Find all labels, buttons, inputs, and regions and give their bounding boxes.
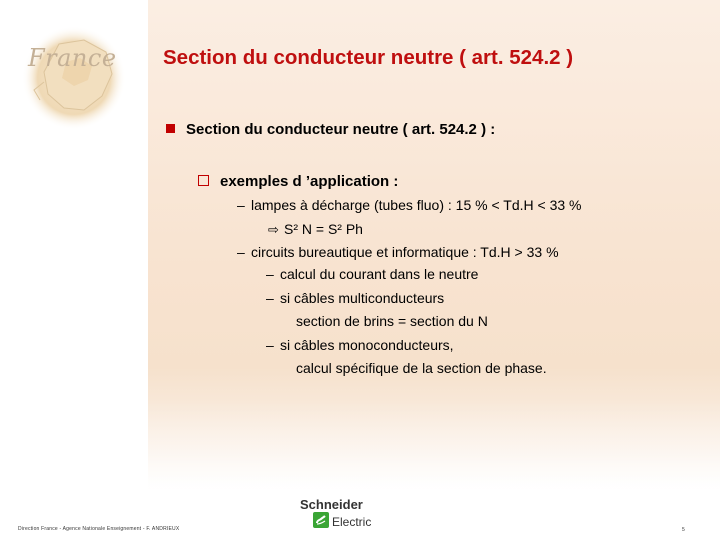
dash-marker: –: [237, 197, 245, 213]
item-text: S² N = S² Ph: [284, 221, 363, 237]
item-text: lampes à décharge (tubes fluo) : 15 % < Td.H < 33 %: [251, 197, 582, 213]
list-item: [268, 221, 363, 238]
bullet-level2-text: exemples d ’application :: [220, 173, 399, 190]
dash-marker: –: [266, 266, 274, 282]
footer-text: Direction France - Agence Nationale Enseignement - F. ANDRIEUX: [18, 526, 180, 532]
france-logo-text: France: [28, 44, 117, 72]
page-number: 5: [682, 527, 685, 533]
list-item: [266, 290, 444, 306]
dash-marker: –: [237, 244, 245, 260]
square-bullet-icon: [166, 124, 175, 133]
item-text: si câbles multiconducteurs: [280, 290, 445, 306]
item-text: section de brins = section du N: [296, 313, 488, 329]
list-item: [266, 337, 454, 353]
list-item: [296, 313, 488, 329]
bullet-level1-text: Section du conducteur neutre ( art. 524.2 ) :: [186, 121, 496, 138]
item-text: calcul spécifique de la section de phase.: [296, 360, 547, 376]
france-map-logo-icon: [14, 22, 134, 132]
slide-title: Section du conducteur neutre ( art. 524.2 ): [163, 46, 574, 69]
arrow-right-icon: ⇨: [268, 222, 279, 237]
item-text: circuits bureautique et informatique : Td.H > 33 %: [251, 244, 559, 260]
brand-subname: Electric: [332, 515, 372, 529]
dash-marker: –: [266, 290, 274, 306]
schneider-logo-icon: [313, 512, 329, 528]
hollow-square-bullet-icon: [198, 175, 209, 186]
dash-marker: –: [266, 337, 274, 353]
list-item: [237, 197, 581, 213]
brand-name: Schneider: [300, 497, 363, 512]
list-item: [296, 360, 547, 376]
item-text: calcul du courant dans le neutre: [280, 266, 479, 282]
list-item: [266, 266, 478, 282]
background-glow: [148, 400, 720, 490]
item-text: si câbles monoconducteurs,: [280, 337, 454, 353]
list-item: [237, 244, 559, 260]
